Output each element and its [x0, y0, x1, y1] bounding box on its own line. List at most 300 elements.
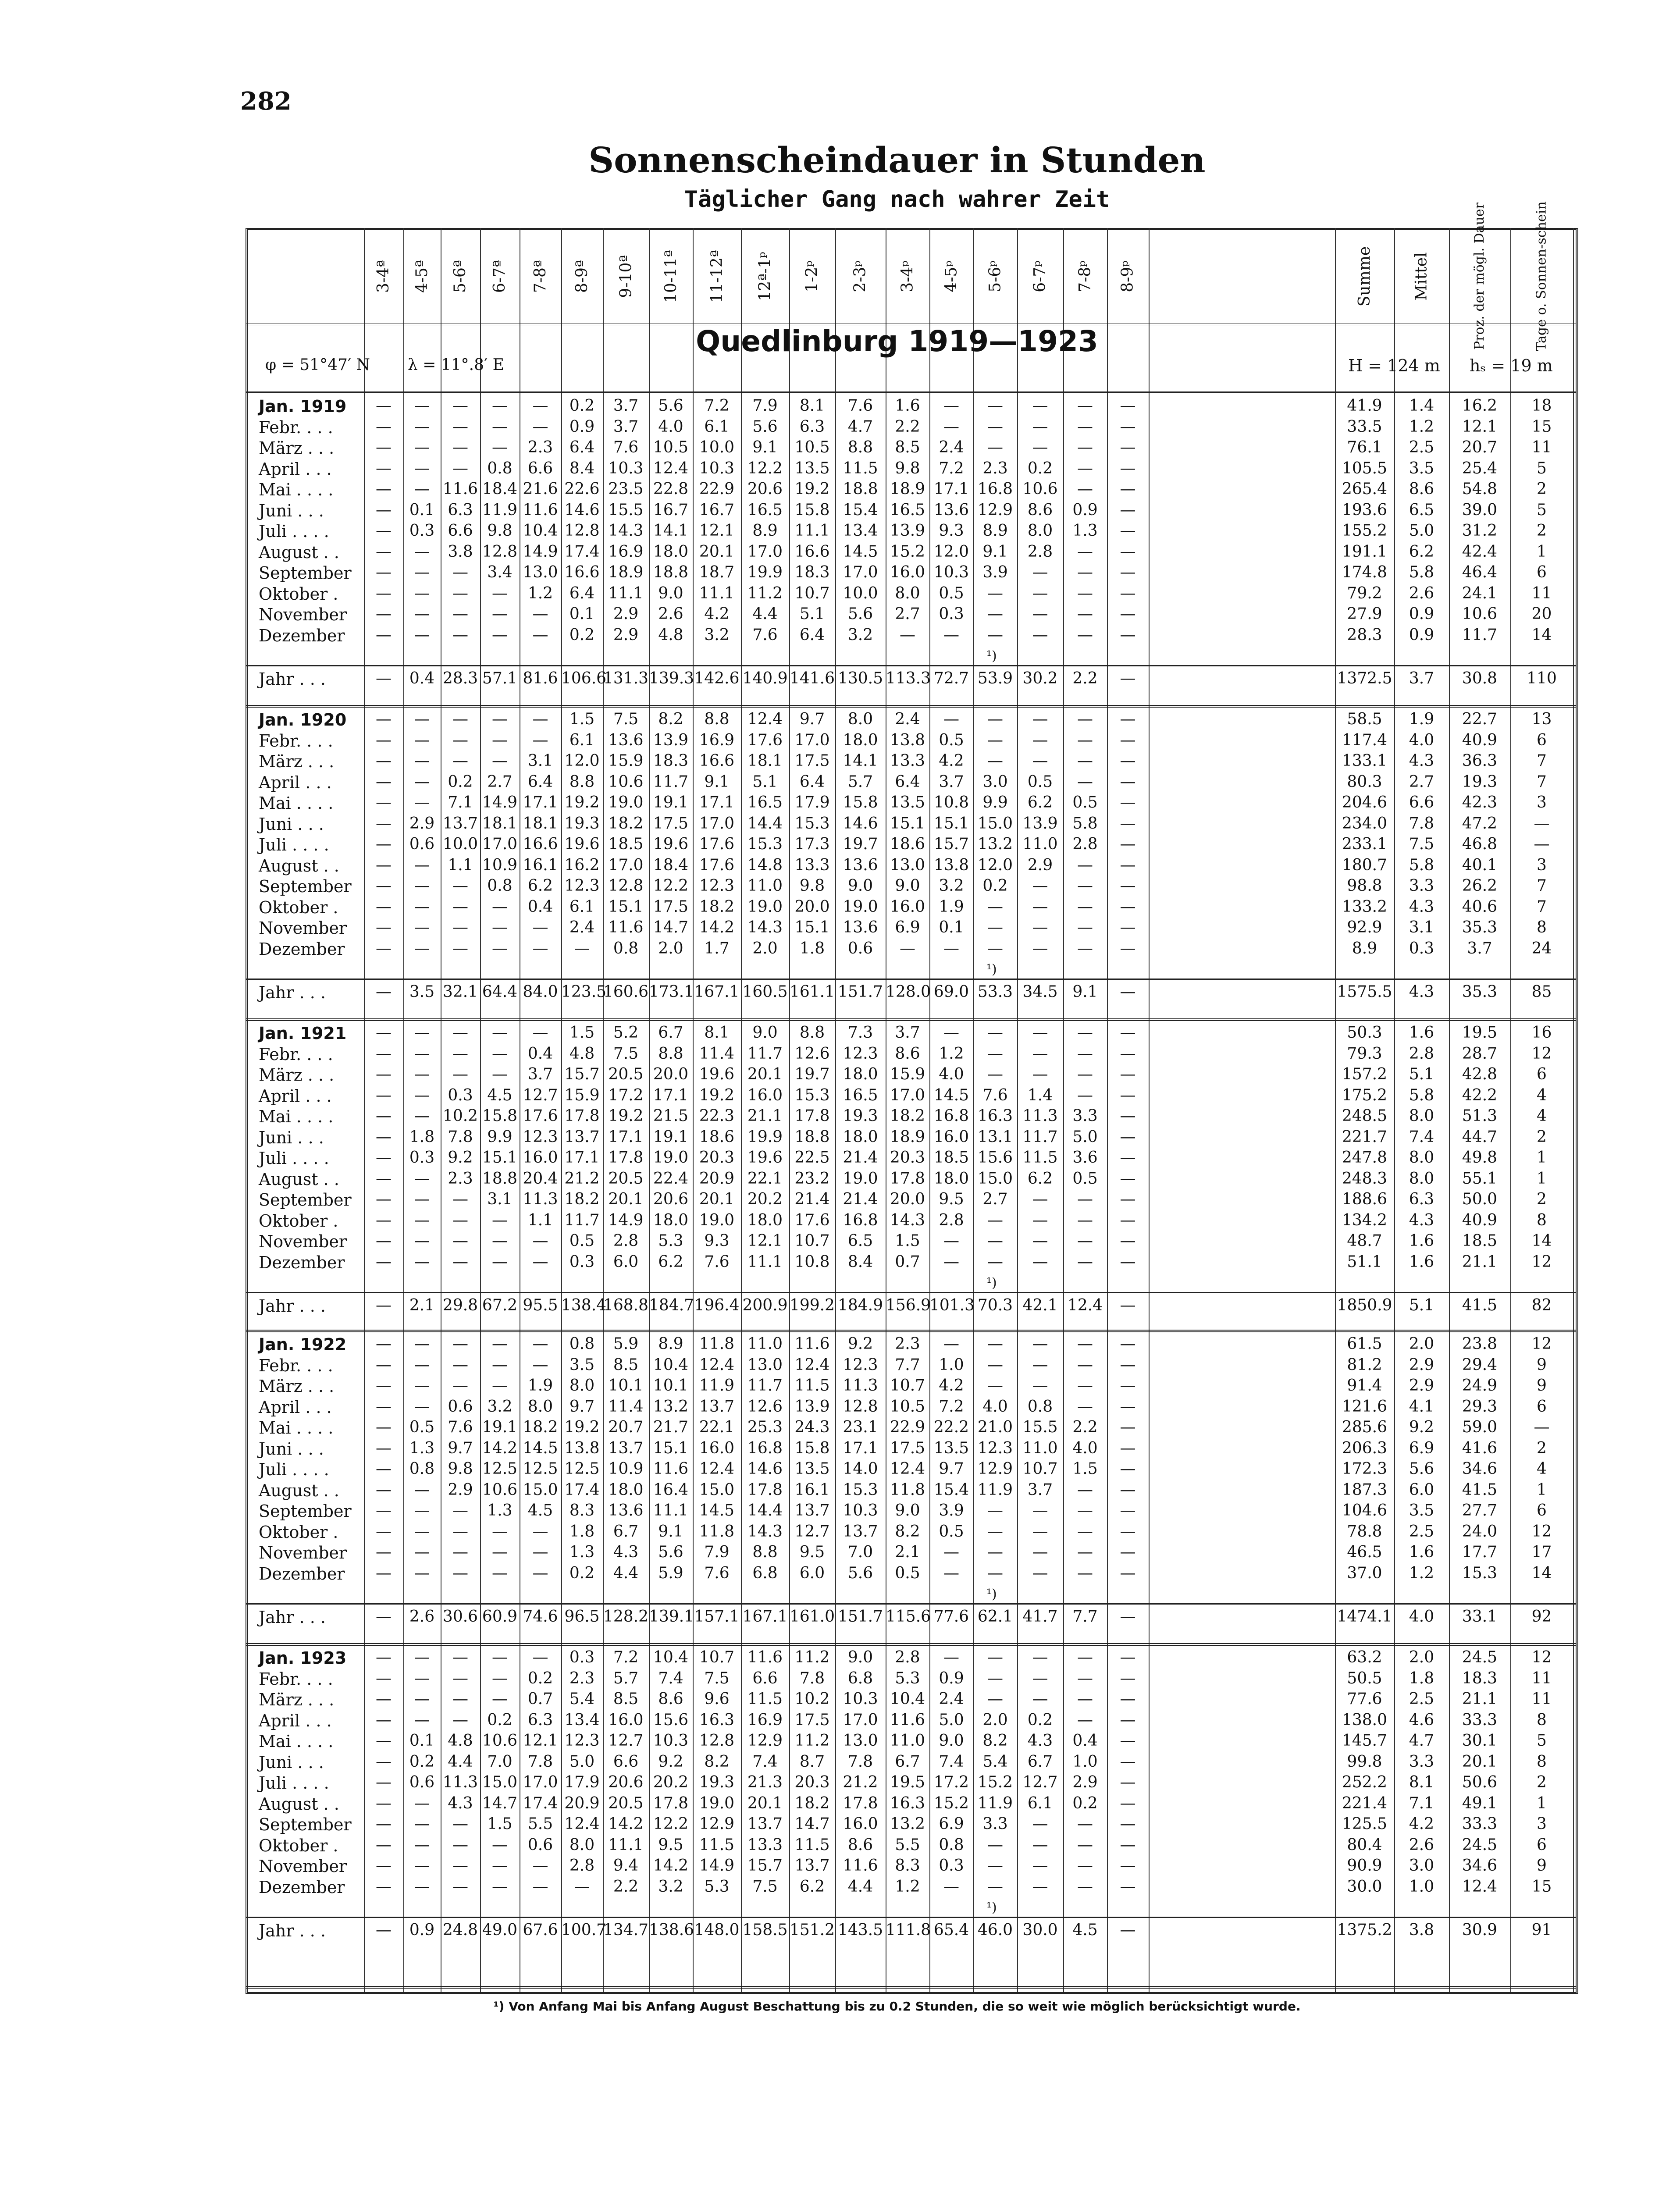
table-cell: — [414, 939, 430, 957]
table-cell: 117.4 [1342, 731, 1388, 749]
table-cell: 85 [1531, 983, 1552, 1001]
table-cell: 3 [1537, 794, 1547, 811]
table-cell: 35.3 [1462, 918, 1498, 936]
table-cell: 14.6 [843, 814, 878, 833]
table-cell: — [376, 1439, 392, 1457]
table-cell: 17.1 [608, 1128, 644, 1146]
table-cell: 167.1 [742, 1608, 788, 1626]
table-cell: 19.0 [843, 1169, 878, 1188]
table-cell: 70.3 [977, 1296, 1013, 1314]
table-cell: — [1120, 1608, 1136, 1626]
table-cell: 11.6 [747, 1648, 783, 1666]
table-cell: 50.6 [1462, 1773, 1498, 1791]
table-cell: 78.8 [1347, 1522, 1382, 1541]
table-cell: 8.0 [569, 1836, 595, 1854]
table-cell: 12 [1531, 1253, 1552, 1271]
table-cell: 3.3 [982, 1815, 1008, 1833]
table-cell: 10.5 [890, 1397, 925, 1416]
table-cell: — [1077, 710, 1093, 728]
table-cell: — [1077, 772, 1093, 791]
table-cell: — [414, 1377, 430, 1395]
table-cell: — [1077, 1356, 1093, 1374]
table-cell: 12.8 [843, 1397, 878, 1416]
row-rule [246, 1603, 1576, 1605]
table-cell: 11.1 [608, 584, 644, 602]
table-cell: 9 [1537, 1356, 1547, 1374]
table-cell: — [376, 1335, 392, 1353]
table-cell: 15.1 [482, 1149, 518, 1167]
table-cell: 12 [1531, 1648, 1552, 1666]
table-cell: 0.5 [939, 731, 964, 749]
row-label: Jan. 1919 [259, 397, 347, 416]
table-cell: 20.1 [699, 542, 735, 561]
table-cell: 20.7 [608, 1418, 644, 1436]
table-cell: 10.3 [843, 1502, 878, 1519]
table-cell: 13.6 [843, 918, 878, 936]
table-cell: 3.7 [1027, 1480, 1053, 1499]
table-cell: 11.8 [890, 1480, 925, 1499]
table-cell: 6.6 [527, 459, 553, 477]
row-rule [246, 665, 1576, 666]
table-cell: 21.1 [1462, 1253, 1498, 1271]
table-cell: 13.6 [608, 731, 644, 749]
table-cell: 8.2 [982, 1732, 1008, 1750]
table-cell: 53.9 [977, 669, 1013, 687]
table-cell: 5.6 [1409, 1460, 1434, 1478]
table-cell: — [943, 1232, 959, 1250]
column-header-label: 11-12ª [708, 249, 726, 303]
table-cell: 15.0 [699, 1480, 735, 1499]
row-label: Dezember [259, 939, 345, 959]
table-cell: — [1120, 438, 1136, 456]
table-cell: 1.5 [569, 710, 595, 728]
table-cell: 79.2 [1347, 584, 1382, 602]
table-cell: 5.1 [1409, 1065, 1434, 1083]
table-cell: 15.1 [608, 897, 644, 916]
table-cell: — [1120, 1669, 1136, 1687]
row-label: Oktober . [259, 1836, 338, 1855]
table-cell: 10.4 [653, 1648, 689, 1666]
table-cell: — [1120, 983, 1136, 1001]
table-cell: 4.7 [847, 417, 873, 436]
table-cell: 0.3 [409, 1149, 435, 1167]
row-label: Juli . . . . [259, 835, 329, 854]
table-cell: 60.9 [482, 1608, 518, 1626]
table-cell: 20.1 [1462, 1752, 1498, 1771]
table-cell: 10.0 [699, 438, 735, 456]
table-cell: — [452, 1815, 468, 1833]
table-cell: 8.0 [527, 1397, 553, 1416]
row-label: Juni . . . [259, 1752, 324, 1772]
table-cell: 15 [1531, 1877, 1552, 1896]
row-label: Dezember [259, 1564, 345, 1584]
table-cell: — [1120, 1480, 1136, 1499]
table-cell: 0.1 [569, 605, 595, 623]
table-cell: 30.6 [442, 1608, 478, 1626]
table-cell: 160.6 [603, 983, 649, 1001]
table-cell: — [987, 1335, 1003, 1353]
table-cell: 9.5 [658, 1836, 683, 1854]
table-cell: 13.6 [843, 856, 878, 874]
table-cell: 6.7 [658, 1024, 683, 1042]
table-cell: 6.2 [658, 1253, 683, 1271]
table-cell: — [414, 752, 430, 770]
table-cell: — [1077, 1335, 1093, 1353]
table-cell: 12.3 [699, 877, 735, 895]
table-cell: 16.8 [843, 1211, 878, 1229]
table-cell: — [1120, 1711, 1136, 1729]
table-cell: — [1032, 1543, 1048, 1561]
table-cell: 4.2 [704, 605, 730, 623]
table-cell: 12.4 [653, 459, 689, 477]
table-cell: 12.0 [933, 542, 969, 561]
row-label: Jan. 1923 [259, 1648, 347, 1668]
table-cell: 0.3 [1409, 939, 1434, 957]
table-cell: — [376, 1107, 392, 1125]
latitude-label: φ = 51°47′ N [265, 356, 370, 374]
table-cell: 9.1 [982, 542, 1008, 561]
table-cell: 8.6 [1027, 501, 1053, 519]
table-cell: 184.9 [837, 1296, 883, 1314]
table-cell: — [1120, 501, 1136, 519]
table-cell: 0.4 [1072, 1732, 1098, 1750]
table-cell: 14.7 [482, 1794, 518, 1812]
table-cell: 5.0 [1072, 1128, 1098, 1146]
table-cell: 9.3 [939, 522, 964, 540]
table-cell: 16.3 [699, 1711, 735, 1729]
table-cell: — [376, 1169, 392, 1188]
table-cell: 35.3 [1462, 983, 1498, 1001]
table-cell: 18.2 [523, 1418, 558, 1436]
table-cell: 42.3 [1462, 794, 1498, 811]
table-cell: 9.7 [569, 1397, 595, 1416]
table-cell: — [452, 417, 468, 436]
table-cell: 15.8 [794, 501, 830, 519]
table-cell: — [1120, 814, 1136, 833]
table-cell: — [414, 1836, 430, 1854]
table-cell: 15.3 [747, 835, 783, 853]
table-cell: — [1077, 1648, 1093, 1666]
table-cell: 187.3 [1342, 1480, 1388, 1499]
table-cell: 3.3 [1409, 1752, 1434, 1771]
table-cell: 8.6 [658, 1690, 683, 1708]
table-cell: 206.3 [1342, 1439, 1388, 1457]
table-cell: 5.5 [527, 1815, 553, 1833]
table-cell: 130.5 [837, 669, 883, 687]
table-cell: — [1120, 1065, 1136, 1083]
table-cell: — [1120, 710, 1136, 728]
table-cell: — [376, 752, 392, 770]
row-label: Jahr . . . [259, 669, 326, 689]
table-cell: 30.0 [1347, 1877, 1382, 1896]
table-cell: 128.0 [886, 983, 931, 1001]
table-cell: — [1032, 438, 1048, 456]
row-label: September [259, 1815, 352, 1834]
table-cell: 96.5 [564, 1608, 600, 1626]
table-cell: 7.5 [613, 1044, 639, 1063]
table-cell: 139.1 [649, 1608, 694, 1626]
table-cell: 191.1 [1342, 542, 1388, 561]
row-label: März . . . [259, 1377, 335, 1396]
table-cell: 14.1 [653, 522, 689, 540]
table-cell: — [1032, 1522, 1048, 1541]
table-cell: 7.3 [847, 1024, 873, 1042]
table-cell: 133.2 [1342, 897, 1388, 916]
table-cell: 13.3 [794, 856, 830, 874]
table-cell: 7.6 [847, 397, 873, 415]
table-cell: 8 [1537, 918, 1547, 936]
table-cell: 9.7 [448, 1439, 473, 1457]
table-cell: 4.3 [448, 1794, 473, 1812]
table-cell: 0.5 [569, 1232, 595, 1250]
table-cell: 12.1 [747, 1232, 783, 1250]
table-cell: 4.4 [448, 1752, 473, 1771]
table-cell: 15.3 [794, 1086, 830, 1104]
table-cell: 3.7 [527, 1065, 553, 1083]
table-cell: 22.1 [747, 1169, 783, 1188]
table-cell: — [376, 1502, 392, 1519]
table-cell: 252.2 [1342, 1773, 1388, 1791]
table-cell: 10.4 [653, 1356, 689, 1374]
table-cell: 22.9 [890, 1418, 925, 1436]
table-cell: — [1120, 1460, 1136, 1478]
table-cell: 18.9 [890, 1128, 925, 1146]
table-cell: 134.2 [1342, 1211, 1388, 1229]
table-cell: 10.6 [1462, 605, 1498, 623]
table-cell: 9.3 [704, 1232, 730, 1250]
table-cell: 11.4 [608, 1397, 644, 1416]
table-cell: 7.6 [613, 438, 639, 456]
table-cell: 6.9 [1409, 1439, 1434, 1457]
table-cell: 2.7 [1409, 772, 1434, 791]
table-cell: 11.1 [794, 522, 830, 540]
table-cell: 11.7 [747, 1377, 783, 1395]
table-cell: 29.4 [1462, 1356, 1498, 1374]
table-cell: 6.1 [569, 731, 595, 749]
table-cell: 6.6 [752, 1669, 778, 1687]
table-cell: 2.2 [1072, 1418, 1098, 1436]
table-cell: 16.0 [608, 1711, 644, 1729]
table-cell: 20.5 [608, 1065, 644, 1083]
table-cell: 11.7 [747, 1044, 783, 1063]
row-label: Febr. . . . [259, 417, 333, 437]
table-cell: 4.0 [1409, 731, 1434, 749]
table-cell: 6.0 [1409, 1480, 1434, 1499]
table-cell: 46.0 [977, 1921, 1013, 1939]
table-cell: 12.2 [653, 877, 689, 895]
table-cell: 160.5 [742, 983, 788, 1001]
table-cell: 16.3 [890, 1794, 925, 1812]
table-cell: — [532, 1356, 548, 1374]
table-cell: — [1120, 1439, 1136, 1457]
table-cell: 131.3 [603, 669, 649, 687]
table-cell: 16.4 [653, 1480, 689, 1499]
table-cell: 11.3 [843, 1377, 878, 1395]
table-cell: 2.2 [1072, 669, 1098, 687]
table-cell: 7.8 [847, 1752, 873, 1771]
row-label: August . . [259, 542, 339, 562]
row-label: September [259, 1502, 352, 1521]
table-cell: — [414, 1397, 430, 1416]
table-cell: — [1077, 1857, 1093, 1875]
table-cell: 10.7 [794, 1232, 830, 1250]
table-cell: 8.2 [895, 1522, 920, 1541]
table-cell: — [1120, 856, 1136, 874]
table-cell: 40.1 [1462, 856, 1498, 874]
table-cell: — [532, 1857, 548, 1875]
table-cell: 9.1 [752, 438, 778, 456]
table-cell: 8.5 [613, 1690, 639, 1708]
table-cell: 34.6 [1462, 1857, 1498, 1875]
table-cell: — [376, 522, 392, 540]
table-cell: 8.1 [704, 1024, 730, 1042]
table-cell: — [987, 1564, 1003, 1582]
table-cell: 4.3 [1409, 897, 1434, 916]
table-cell: 7.4 [939, 1752, 964, 1771]
table-cell: 11.9 [482, 501, 518, 519]
table-cell: — [1120, 1397, 1136, 1416]
table-cell: 15.5 [1022, 1418, 1058, 1436]
table-cell: 9.1 [704, 772, 730, 791]
column-header [520, 232, 561, 320]
table-cell: — [452, 1543, 468, 1561]
table-cell: 19.9 [747, 563, 783, 581]
table-cell: 4.2 [939, 752, 964, 770]
table-cell: 17.0 [699, 814, 735, 833]
table-cell: — [1032, 417, 1048, 436]
table-cell: 14 [1531, 1564, 1552, 1582]
table-cell: 104.6 [1342, 1502, 1388, 1519]
table-cell: 6 [1537, 1836, 1547, 1854]
table-cell: 0.2 [487, 1711, 513, 1729]
row-label: Juni . . . [259, 814, 324, 834]
table-cell: 17.6 [699, 856, 735, 874]
table-cell: 2 [1537, 1190, 1547, 1208]
table-cell: 24.1 [1462, 584, 1498, 602]
table-cell: — [414, 772, 430, 791]
table-cell: 76.1 [1347, 438, 1382, 456]
table-cell: — [1077, 1480, 1093, 1499]
table-cell: — [452, 1857, 468, 1875]
table-cell: 46.4 [1462, 563, 1498, 581]
table-cell: 2.8 [1072, 835, 1098, 853]
table-cell: 14.5 [843, 542, 878, 561]
table-cell: 17.0 [843, 563, 878, 581]
table-cell: 3.7 [613, 397, 639, 415]
row-label: Dezember [259, 1253, 345, 1272]
table-cell: 15.7 [933, 835, 969, 853]
table-cell: — [987, 1377, 1003, 1395]
table-cell: 15.5 [608, 501, 644, 519]
table-cell: 15.2 [933, 1794, 969, 1812]
table-cell: — [492, 1877, 508, 1896]
table-cell: — [492, 710, 508, 728]
table-cell: 0.6 [409, 835, 435, 853]
table-cell: 9.9 [982, 794, 1008, 811]
table-cell: 1 [1537, 1480, 1547, 1499]
table-cell: 156.9 [886, 1296, 931, 1314]
table-cell: 21.4 [843, 1149, 878, 1167]
table-cell: 7.7 [1072, 1608, 1098, 1626]
table-cell: — [1120, 417, 1136, 436]
table-cell: — [1077, 480, 1093, 498]
table-cell: 49.1 [1462, 1794, 1498, 1812]
table-cell: 9.0 [847, 877, 873, 895]
column-header [561, 232, 603, 320]
table-cell: 14 [1531, 1232, 1552, 1250]
table-cell: 18.3 [653, 752, 689, 770]
table-cell: 9.6 [704, 1690, 730, 1708]
table-cell: 18.4 [482, 480, 518, 498]
table-cell: — [376, 1377, 392, 1395]
row-label: Dezember [259, 626, 345, 645]
table-cell: — [1032, 731, 1048, 749]
table-cell: 25.4 [1462, 459, 1498, 477]
table-cell: — [492, 1065, 508, 1083]
table-cell: 11.0 [1022, 1439, 1058, 1457]
table-cell: — [414, 1065, 430, 1083]
table-cell: 19.2 [564, 794, 600, 811]
table-cell: 10.3 [653, 1732, 689, 1750]
table-cell: — [452, 1377, 468, 1395]
table-cell: 3.9 [982, 563, 1008, 581]
table-cell: 1.1 [527, 1211, 553, 1229]
table-cell: — [1077, 459, 1093, 477]
table-cell: — [376, 1564, 392, 1582]
table-cell: 4.5 [487, 1086, 513, 1104]
table-cell: 10.3 [843, 1690, 878, 1708]
table-cell: 3.1 [487, 1190, 513, 1208]
table-cell: 12.3 [564, 877, 600, 895]
table-cell: 18.5 [1462, 1232, 1498, 1250]
table-cell: — [1032, 1648, 1048, 1666]
table-cell: 5.7 [613, 1669, 639, 1687]
table-cell: — [414, 1024, 430, 1042]
table-cell: 21.1 [747, 1107, 783, 1125]
table-cell: 0.9 [569, 417, 595, 436]
table-cell: 91 [1531, 1921, 1552, 1939]
table-cell: 11.9 [977, 1794, 1013, 1812]
table-cell: 13.9 [794, 1397, 830, 1416]
table-cell: 5.3 [704, 1877, 730, 1896]
table-cell: 15.3 [843, 1480, 878, 1499]
table-cell: 9.5 [799, 1543, 825, 1561]
table-cell: 10.7 [890, 1377, 925, 1395]
table-cell: 40.6 [1462, 897, 1498, 916]
table-cell: 18.9 [608, 563, 644, 581]
row-label: November [259, 1857, 347, 1876]
table-cell: 8.8 [704, 710, 730, 728]
table-cell: 2.4 [939, 438, 964, 456]
table-cell: 14.1 [843, 752, 878, 770]
table-cell: 5 [1537, 501, 1547, 519]
table-cell: 14.5 [933, 1086, 969, 1104]
table-cell: 17.8 [890, 1169, 925, 1188]
row-rule [246, 1330, 1576, 1332]
table-cell: 180.7 [1342, 856, 1388, 874]
table-cell: — [414, 605, 430, 623]
table-cell: 2.8 [895, 1648, 920, 1666]
table-cell: 17.1 [699, 794, 735, 811]
table-cell: 18.0 [653, 542, 689, 561]
table-cell: 16.6 [564, 563, 600, 581]
table-cell: — [376, 1128, 392, 1146]
table-cell: — [376, 1608, 392, 1626]
table-cell: 7.4 [752, 1752, 778, 1771]
table-cell: 16 [1531, 1024, 1552, 1042]
table-cell: 13.6 [933, 501, 969, 519]
table-cell: — [414, 1815, 430, 1833]
